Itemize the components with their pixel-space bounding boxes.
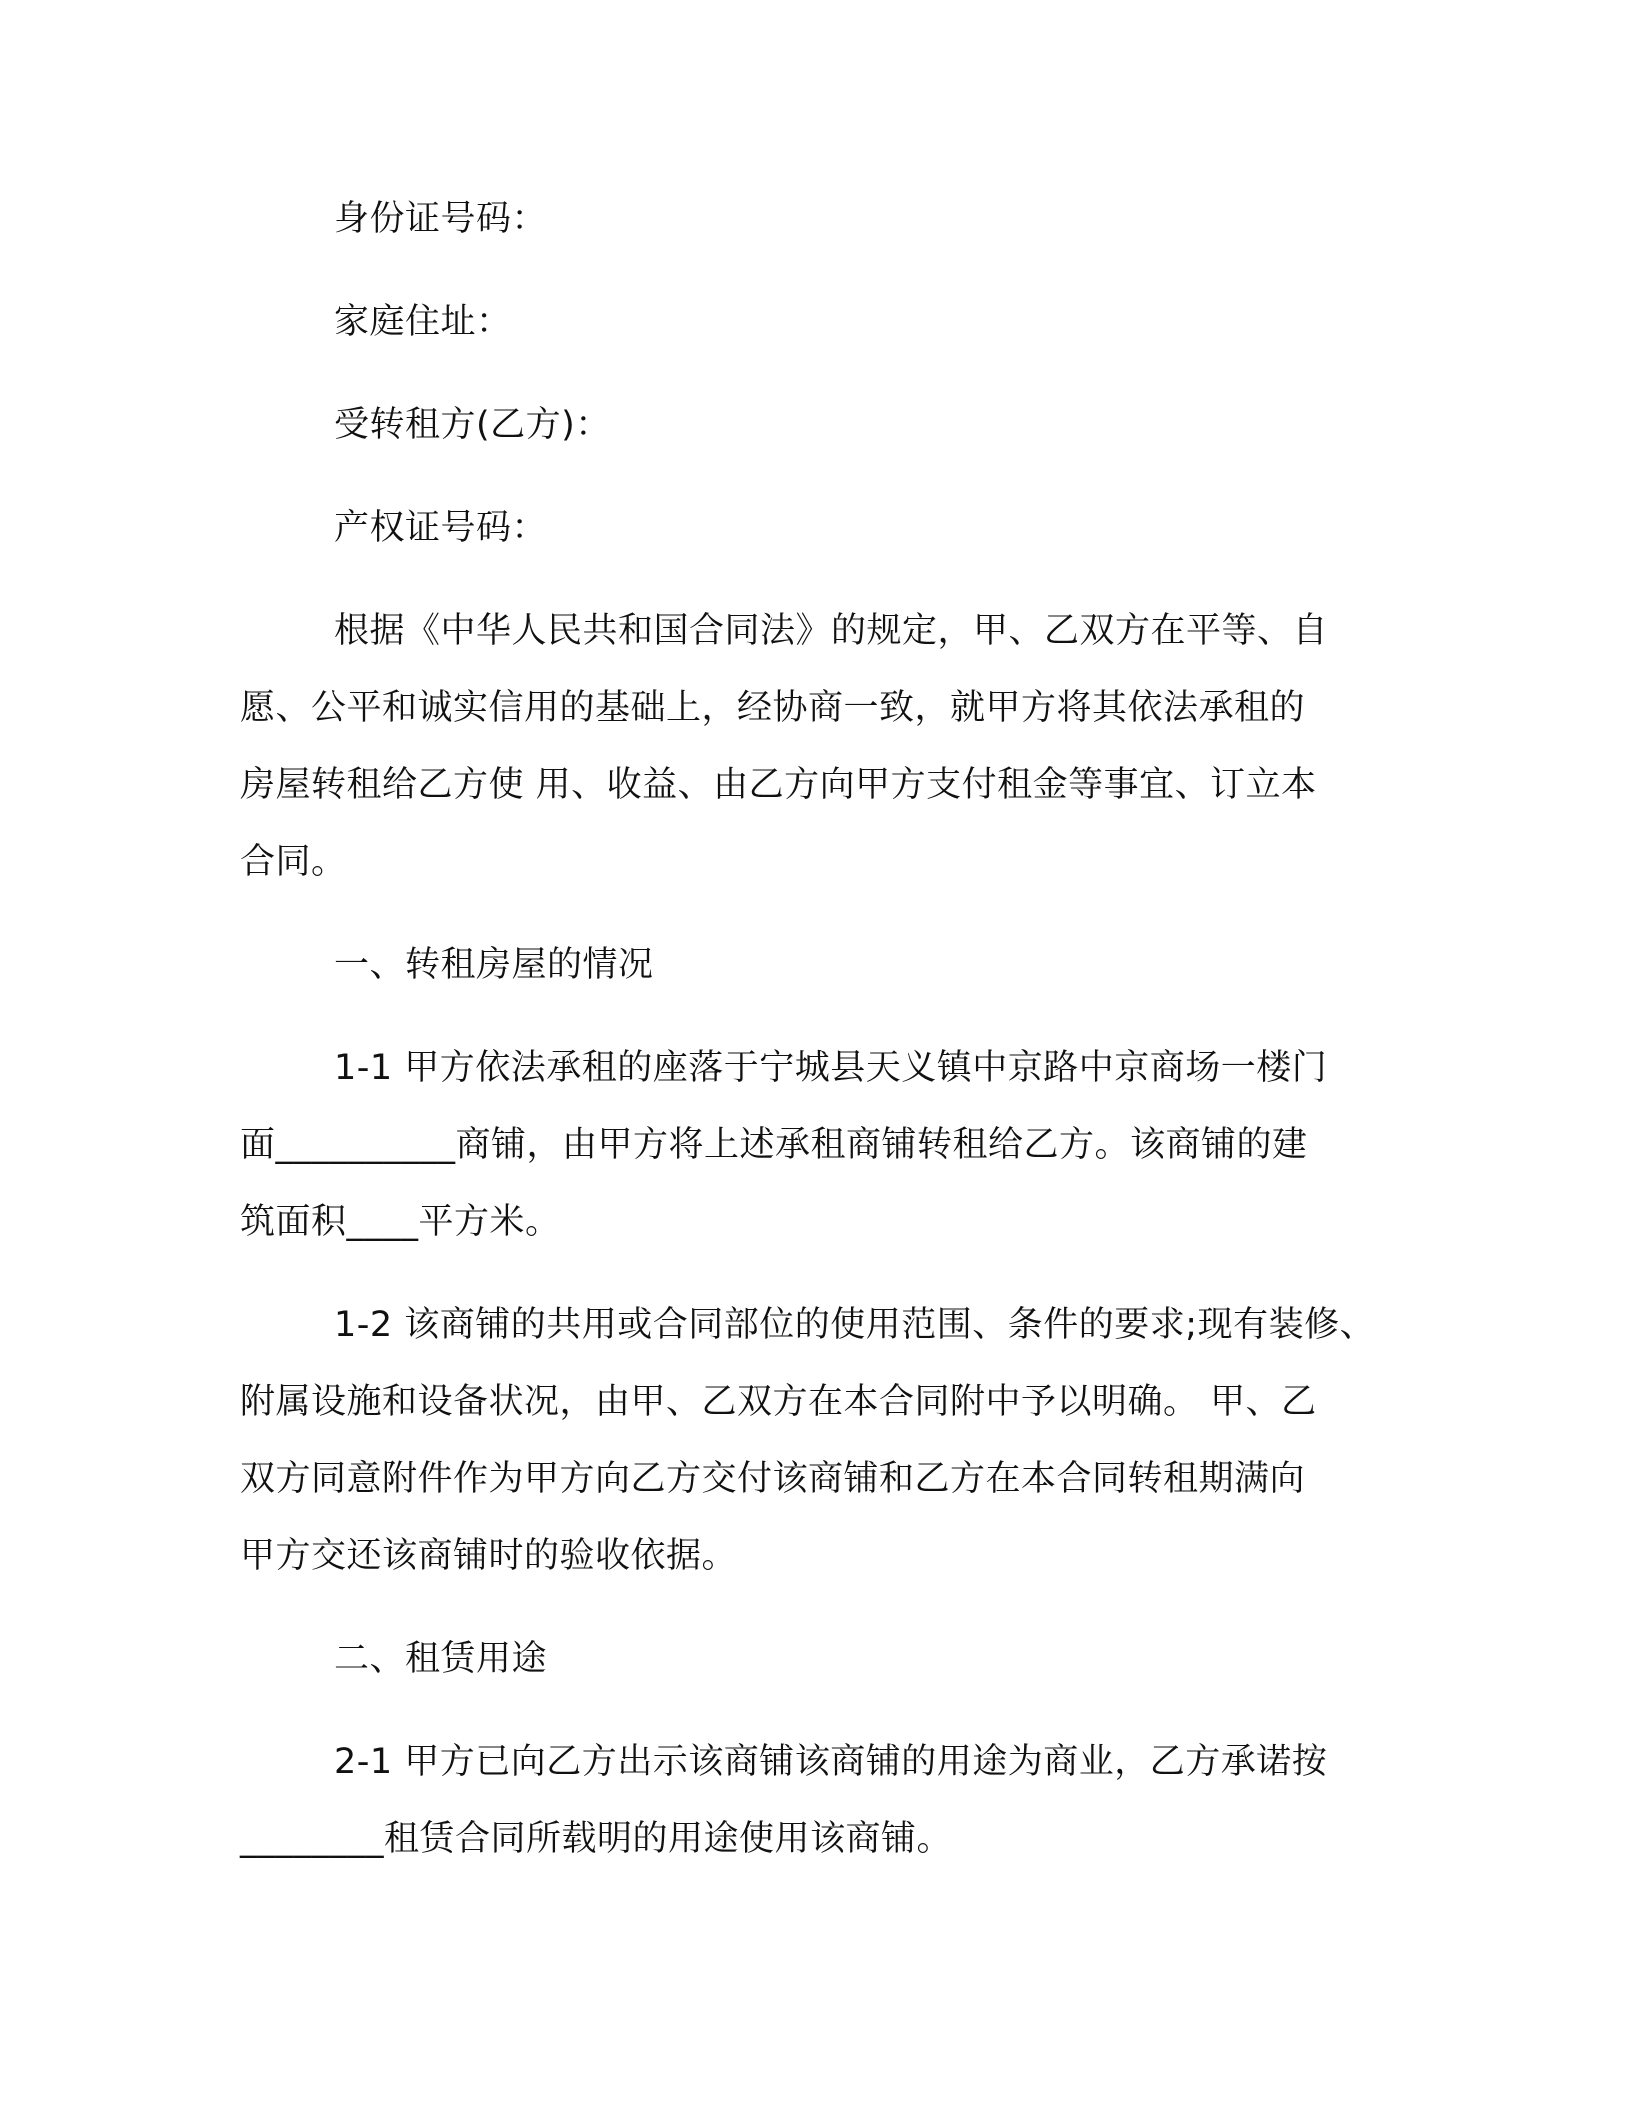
clause-2-1-line: ________租赁合同所载明的用途使用该商铺。 bbox=[240, 1819, 953, 1859]
preamble-line: 房屋转租给乙方使 用、收益、由乙方向甲方支付租金等事宜、订立本 bbox=[240, 765, 1317, 805]
clause-2-1-line: 2-1 甲方已向乙方出示该商铺该商铺的用途为商业，乙方承诺按 bbox=[334, 1742, 1328, 1782]
preamble-line: 愿、公平和诚实信用的基础上，经协商一致，就甲方将其依法承租的 bbox=[240, 688, 1306, 728]
clause-1-1-line: 面__________商铺，由甲方将上述承租商铺转租给乙方。该商铺的建 bbox=[240, 1125, 1308, 1165]
sublessee-field: 受转租方(乙方)： bbox=[334, 405, 611, 445]
clause-1-2-line: 1-2 该商铺的共用或合同部位的使用范围、条件的要求;现有装修、 bbox=[334, 1305, 1376, 1345]
clause-1-1-line: 1-1 甲方依法承租的座落于宁城县天义镇中京路中京商场一楼门 bbox=[334, 1048, 1328, 1088]
clause-1-2-line: 甲方交还该商铺时的验收依据。 bbox=[240, 1536, 738, 1576]
property-cert-field: 产权证号码： bbox=[334, 508, 548, 548]
clause-1-1-line: 筑面积____平方米。 bbox=[240, 1202, 561, 1242]
preamble-line: 合同。 bbox=[240, 842, 347, 882]
clause-1-2-line: 附属设施和设备状况，由甲、乙双方在本合同附中予以明确。 甲、乙 bbox=[240, 1382, 1317, 1422]
section-2-heading: 二、租赁用途 bbox=[334, 1639, 548, 1679]
id-number-field: 身份证号码： bbox=[334, 199, 548, 239]
home-address-field: 家庭住址： bbox=[334, 302, 512, 342]
clause-1-2-line: 双方同意附件作为甲方向乙方交付该商铺和乙方在本合同转租期满向 bbox=[240, 1459, 1306, 1499]
preamble-line: 根据《中华人民共和国合同法》的规定，甲、乙双方在平等、自 bbox=[334, 611, 1329, 651]
section-1-heading: 一、转租房屋的情况 bbox=[334, 945, 654, 985]
